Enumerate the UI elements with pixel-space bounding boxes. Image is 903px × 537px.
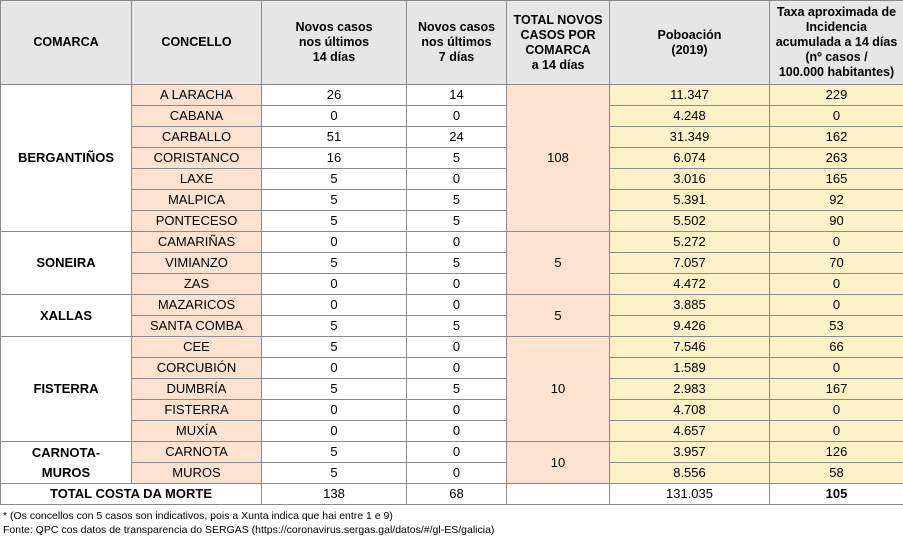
new-cases-7d: 0 xyxy=(407,400,507,421)
comarca-name xyxy=(1,85,132,232)
new-cases-7d: 5 xyxy=(407,379,507,400)
header-comarca: COMARCA xyxy=(1,1,132,85)
new-cases-7d: 0 xyxy=(407,295,507,316)
population: 8.556 xyxy=(610,463,770,484)
concello-name: CARNOTA xyxy=(132,442,262,463)
population: 3.885 xyxy=(610,295,770,316)
population: 3.957 xyxy=(610,442,770,463)
incidence-rate: 66 xyxy=(770,337,903,358)
totals-new-cases-7d: 68 xyxy=(407,484,507,505)
new-cases-14d: 16 xyxy=(262,148,407,169)
concello-name: SANTA COMBA xyxy=(132,316,262,337)
new-cases-7d: 0 xyxy=(407,337,507,358)
new-cases-7d: 0 xyxy=(407,358,507,379)
new-cases-14d: 0 xyxy=(262,421,407,442)
comarca-total: 10 xyxy=(507,337,610,442)
totals-new-cases-14d: 138 xyxy=(262,484,407,505)
concello-name: FISTERRA xyxy=(132,400,262,421)
comarca-name-line1: BERGANTIÑOS xyxy=(17,150,115,165)
concello-name: MUXÍA xyxy=(132,421,262,442)
new-cases-7d: 5 xyxy=(407,211,507,232)
new-cases-14d: 0 xyxy=(262,106,407,127)
concello-name: CORISTANCO xyxy=(132,148,262,169)
incidence-rate: 0 xyxy=(770,358,903,379)
population: 7.546 xyxy=(610,337,770,358)
incidence-rate: 90 xyxy=(770,211,903,232)
new-cases-14d: 51 xyxy=(262,127,407,148)
concello-name: MAZARICOS xyxy=(132,295,262,316)
table-row xyxy=(1,253,903,274)
new-cases-14d: 5 xyxy=(262,169,407,190)
table-notes xyxy=(0,505,903,537)
incidence-rate: 263 xyxy=(770,148,903,169)
population: 5.502 xyxy=(610,211,770,232)
table-row xyxy=(1,295,903,316)
totals-row xyxy=(1,484,903,505)
population: 11.347 xyxy=(610,85,770,106)
new-cases-14d: 0 xyxy=(262,274,407,295)
comarca-name-line1: XALLAS xyxy=(40,307,92,323)
new-cases-14d: 0 xyxy=(262,295,407,316)
population: 4.472 xyxy=(610,274,770,295)
table-row xyxy=(1,442,903,463)
incidence-rate: 0 xyxy=(770,106,903,127)
new-cases-7d: 5 xyxy=(407,253,507,274)
new-cases-7d: 0 xyxy=(407,463,507,484)
new-cases-7d: 0 xyxy=(407,106,507,127)
header-population: Poboación (2019) xyxy=(610,1,770,85)
new-cases-14d: 5 xyxy=(262,253,407,274)
incidence-rate: 53 xyxy=(770,316,903,337)
comarca-name-line1: CARNOTA- xyxy=(31,444,101,460)
population: 5.272 xyxy=(610,232,770,253)
header-new-cases-7d: Novos casos nos últimos 7 días xyxy=(407,1,507,85)
new-cases-14d: 0 xyxy=(262,358,407,379)
new-cases-7d: 0 xyxy=(407,421,507,442)
population: 5.391 xyxy=(610,190,770,211)
concello-name: CARBALLO xyxy=(132,127,262,148)
table-row xyxy=(1,232,903,253)
new-cases-7d: 24 xyxy=(407,127,507,148)
incidence-rate: 165 xyxy=(770,169,903,190)
comarca-name xyxy=(1,295,132,337)
comarca-total: 108 xyxy=(507,85,610,232)
incidence-rate: 58 xyxy=(770,463,903,484)
concello-name: MALPICA xyxy=(132,190,262,211)
table-row xyxy=(1,274,903,295)
table-row xyxy=(1,106,903,127)
incidence-rate: 0 xyxy=(770,421,903,442)
footnote-text: * (Os concellos con 5 casos son indicativos, pois a Xunta indica que hai entre 1 e 9) xyxy=(3,510,393,522)
new-cases-7d: 5 xyxy=(407,148,507,169)
table-row xyxy=(1,148,903,169)
new-cases-14d: 5 xyxy=(262,379,407,400)
table-row xyxy=(1,211,903,232)
population: 9.426 xyxy=(610,316,770,337)
concello-name: CAMARIÑAS xyxy=(132,232,262,253)
new-cases-14d: 26 xyxy=(262,85,407,106)
incidence-rate: 162 xyxy=(770,127,903,148)
incidence-rate: 229 xyxy=(770,85,903,106)
table-row xyxy=(1,190,903,211)
new-cases-7d: 14 xyxy=(407,85,507,106)
table-row xyxy=(1,421,903,442)
table-row xyxy=(1,169,903,190)
table-row xyxy=(1,316,903,337)
incidence-rate: 70 xyxy=(770,253,903,274)
new-cases-14d: 5 xyxy=(262,442,407,463)
incidence-rate: 0 xyxy=(770,400,903,421)
table-row xyxy=(1,379,903,400)
concello-name: CORCUBIÓN xyxy=(132,358,262,379)
concello-name: DUMBRÍA xyxy=(132,379,262,400)
header-total-comarca: TOTAL NOVOS CASOS POR COMARCA a 14 días xyxy=(507,1,610,85)
comarca-name-line1: SONEIRA xyxy=(36,255,96,270)
incidence-rate: 0 xyxy=(770,295,903,316)
new-cases-7d: 0 xyxy=(407,169,507,190)
comarca-name xyxy=(1,337,132,442)
comarca-total: 10 xyxy=(507,442,610,484)
table-body xyxy=(1,85,903,484)
incidence-rate: 92 xyxy=(770,190,903,211)
table-row xyxy=(1,85,903,106)
new-cases-7d: 5 xyxy=(407,190,507,211)
new-cases-14d: 0 xyxy=(262,232,407,253)
header-new-cases-14d: Novos casos nos últimos 14 días xyxy=(262,1,407,85)
header-row xyxy=(1,1,903,85)
concello-name: CABANA xyxy=(132,106,262,127)
incidence-rate: 0 xyxy=(770,232,903,253)
population: 2.983 xyxy=(610,379,770,400)
population: 4.657 xyxy=(610,421,770,442)
totals-incidence-rate: 105 xyxy=(770,484,903,505)
comarca-total: 5 xyxy=(507,295,610,337)
new-cases-14d: 5 xyxy=(262,211,407,232)
population: 1.589 xyxy=(610,358,770,379)
concello-name: MUROS xyxy=(132,463,262,484)
table-row xyxy=(1,127,903,148)
incidence-rate: 0 xyxy=(770,274,903,295)
new-cases-14d: 5 xyxy=(262,463,407,484)
population: 4.248 xyxy=(610,106,770,127)
totals-blank-cell xyxy=(507,484,610,505)
new-cases-7d: 5 xyxy=(407,316,507,337)
incidence-rate: 167 xyxy=(770,379,903,400)
concello-name: LAXE xyxy=(132,169,262,190)
concello-name: A LARACHA xyxy=(132,85,262,106)
new-cases-14d: 5 xyxy=(262,337,407,358)
header-incidence-rate: Taxa aproximada de Incidencia acumulada a 14 días (nº casos / 100.000 habitantes) xyxy=(770,1,903,85)
new-cases-14d: 0 xyxy=(262,400,407,421)
incidence-rate: 126 xyxy=(770,442,903,463)
concello-name: CEE xyxy=(132,337,262,358)
comarca-total: 5 xyxy=(507,232,610,295)
population: 4.708 xyxy=(610,400,770,421)
comarca-name xyxy=(1,442,132,484)
new-cases-14d: 5 xyxy=(262,190,407,211)
concello-name: ZAS xyxy=(132,274,262,295)
new-cases-7d: 0 xyxy=(407,442,507,463)
new-cases-14d: 5 xyxy=(262,316,407,337)
new-cases-7d: 0 xyxy=(407,232,507,253)
totals-label: TOTAL COSTA DA MORTE xyxy=(1,484,262,505)
table-row xyxy=(1,400,903,421)
population: 7.057 xyxy=(610,253,770,274)
comarca-name xyxy=(1,232,132,295)
comarca-name-line1: FISTERRA xyxy=(33,381,99,396)
table-row xyxy=(1,463,903,484)
totals-population: 131.035 xyxy=(610,484,770,505)
table-row xyxy=(1,337,903,358)
concello-name: PONTECESO xyxy=(132,211,262,232)
population: 3.016 xyxy=(610,169,770,190)
header-concello: CONCELLO xyxy=(132,1,262,85)
table-row xyxy=(1,358,903,379)
population: 6.074 xyxy=(610,148,770,169)
comarca-name-line2: MUROS xyxy=(41,464,91,480)
new-cases-7d: 0 xyxy=(407,274,507,295)
source-text: Fonte: QPC cos datos de transparencia do SERGAS (https://coronavirus.sergas.gal/datos/#/gl-ES/galicia) xyxy=(3,524,495,536)
concello-name: VIMIANZO xyxy=(132,253,262,274)
population: 31.349 xyxy=(610,127,770,148)
